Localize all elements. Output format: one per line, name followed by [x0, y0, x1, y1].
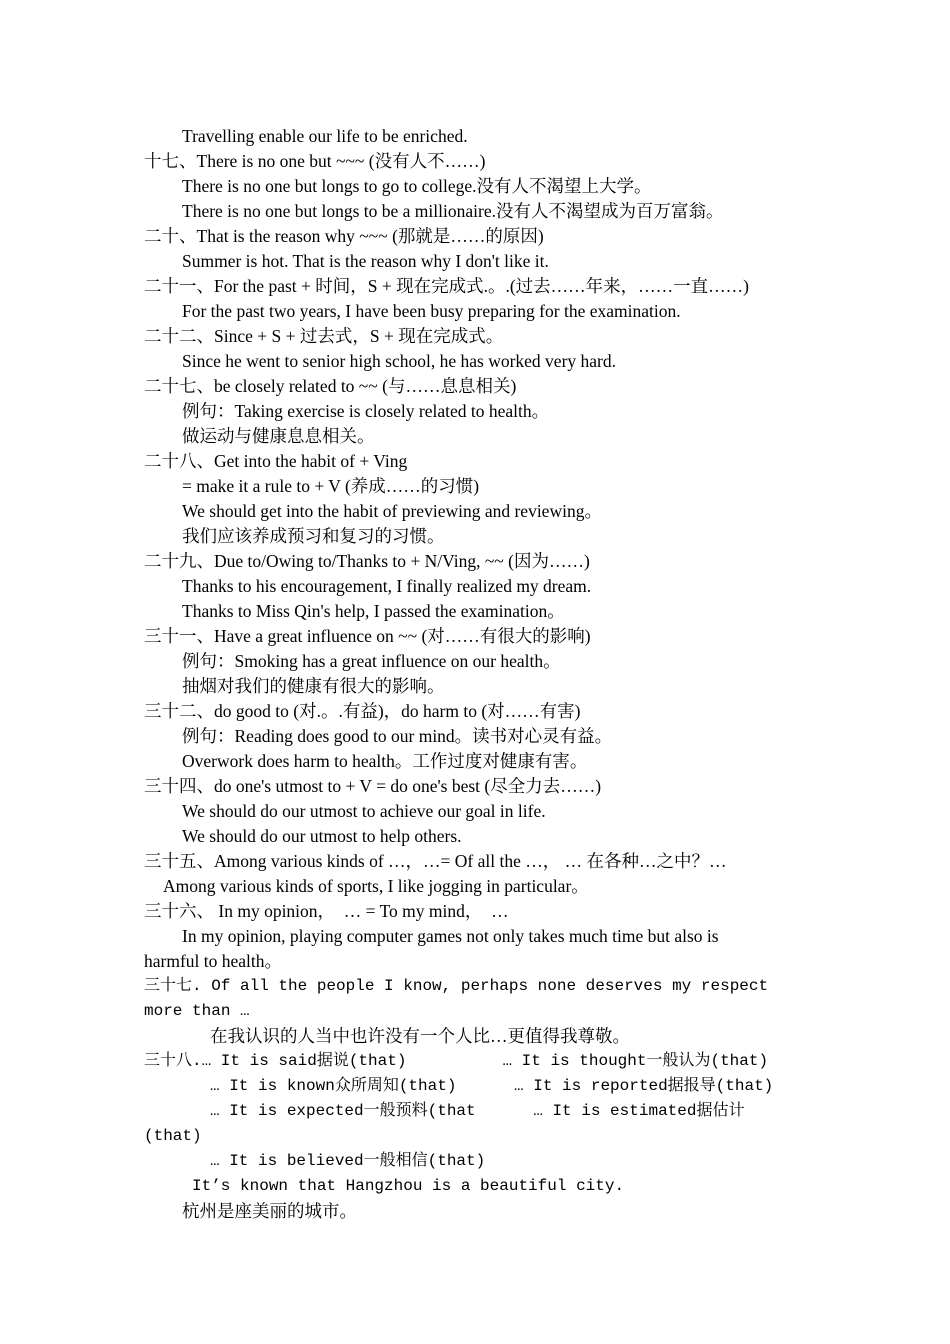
section-heading: 三十五、Among various kinds of …，…= Of all the …， … 在各种…之中？… — [144, 851, 727, 871]
section-heading: 二十一、For the past + 时间，S + 现在完成式.。.(过去……年来，……一直……) — [144, 276, 750, 296]
example-line: In my opinion, playing computer games not only takes much time but also is — [182, 926, 719, 946]
example-line: We should do our utmost to achieve our goal in life. — [182, 801, 546, 821]
section-heading: 二十七、be closely related to ~~ (与……息息相关) — [144, 376, 517, 396]
example-line: 做运动与健康息息相关。 — [182, 426, 375, 446]
section-heading: 二十二、Since + S + 过去式，S + 现在完成式。 — [144, 326, 504, 346]
section-heading: 三十四、do one's utmost to + V = do one's best (尽全力去……) — [144, 776, 602, 796]
example-line: There is no one but longs to be a millionaire.没有人不渴望成为百万富翁。 — [182, 201, 724, 221]
example-line: Among various kinds of sports, I like jogging in particular。 — [163, 876, 589, 896]
example-line: Overwork does harm to health。工作过度对健康有害。 — [182, 751, 588, 771]
text-line: = make it a rule to + V (养成……的习惯) — [182, 476, 480, 496]
example-line: There is no one but longs to go to college.没有人不渴望上大学。 — [182, 176, 652, 196]
example-line: It’s known that Hangzhou is a beautiful city. — [192, 1177, 625, 1195]
example-line: Summer is hot. That is the reason why I don't like it. — [182, 251, 549, 271]
section-heading: 二十九、Due to/Owing to/Thanks to + N/Ving, ~~ (因为……) — [144, 551, 590, 571]
example-line: For the past two years, I have been busy preparing for the examination. — [182, 301, 681, 321]
section-heading: 三十一、Have a great influence on ~~ (对……有很大的影响) — [144, 626, 591, 646]
example-line: We should do our utmost to help others. — [182, 826, 462, 846]
example-line: Thanks to his encouragement, I finally realized my dream. — [182, 576, 592, 596]
phrase-line: … It is known众所周知(that) … It is reported据报导(that) — [210, 1077, 774, 1095]
section-heading: 二十、That is the reason why ~~~ (那就是……的原因) — [144, 226, 544, 246]
phrase-line: … It is expected一般预料(that … It is estimated据估计 — [210, 1102, 745, 1120]
text-line: Travelling enable our life to be enriched. — [182, 126, 468, 146]
example-line: Since he went to senior high school, he has worked very hard. — [182, 351, 616, 371]
section-heading: 三十七. Of all the people I know, perhaps none deserves my respect — [144, 977, 769, 995]
section-heading: 三十六、 In my opinion， … = To my mind， … — [144, 901, 509, 921]
example-line-continued: harmful to health。 — [144, 951, 283, 971]
example-line: 例句：Reading does good to our mind。读书对心灵有益。 — [182, 726, 613, 746]
translation-line: 杭州是座美丽的城市。 — [182, 1201, 357, 1221]
phrase-line-continued: (that) — [144, 1127, 202, 1145]
phrase-line: … It is believed一般相信(that) — [210, 1152, 486, 1170]
section-heading: 三十八.… It is said据说(that) … It is thought一般认为(that) — [144, 1052, 769, 1070]
section-heading-continued: more than … — [144, 1002, 250, 1020]
example-line: 抽烟对我们的健康有很大的影响。 — [182, 676, 445, 696]
example-line: We should get into the habit of previewing and reviewing。 — [182, 501, 602, 521]
section-heading: 十七、There is no one but ~~~ (没有人不……) — [144, 151, 486, 171]
section-heading: 三十二、do good to (对.。.有益)，do harm to (对……有害) — [144, 701, 581, 721]
section-heading: 二十八、Get into the habit of + Ving — [144, 451, 408, 471]
translation-line: 在我认识的人当中也许没有一个人比…更值得我尊敬。 — [210, 1026, 630, 1046]
example-line: 例句：Smoking has a great influence on our health。 — [182, 651, 561, 671]
example-line: Thanks to Miss Qin's help, I passed the examination。 — [182, 601, 565, 621]
example-line: 例句：Taking exercise is closely related to health。 — [182, 401, 550, 421]
example-line: 我们应该养成预习和复习的习惯。 — [182, 526, 445, 546]
